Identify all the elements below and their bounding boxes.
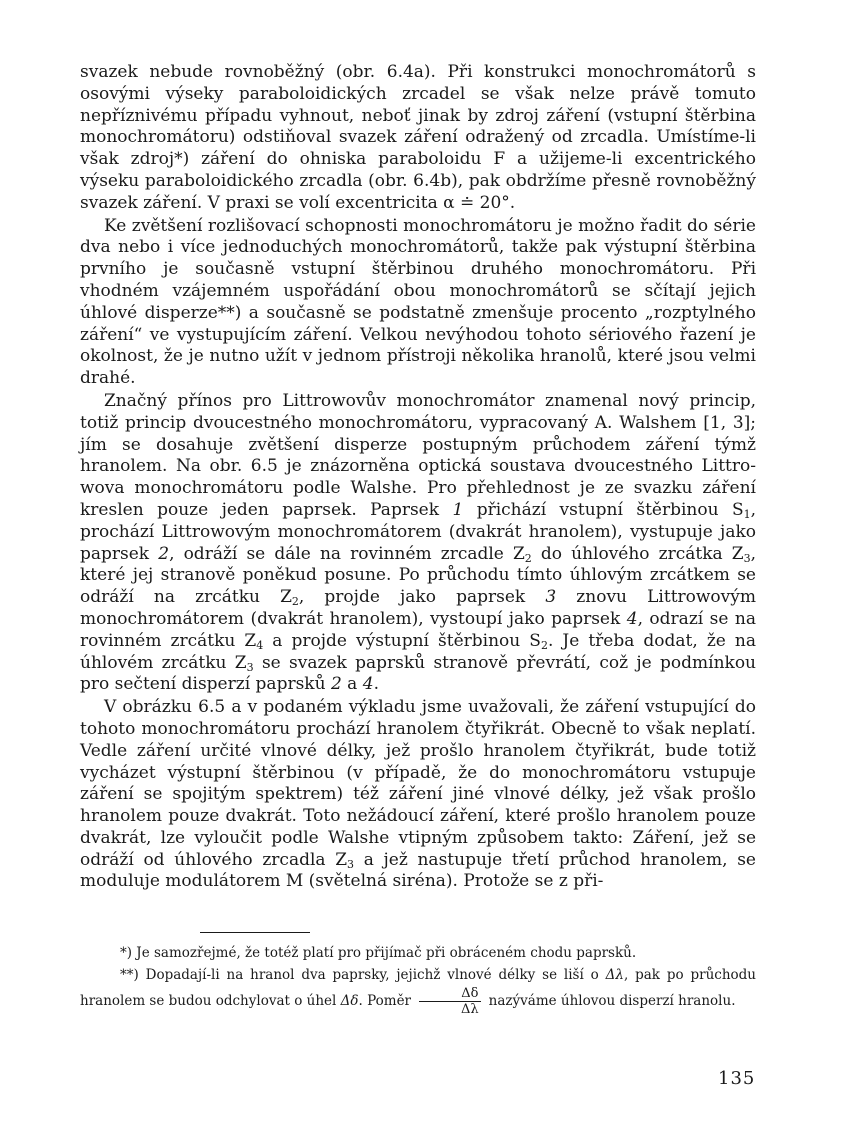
paragraph-1: svazek nebude rovnoběžný (obr. 6.4a). Při konstrukci monochromátorů s osovými výseky paraboloidických zrcadel se však nelze právě tomuto nepříznivému případu vyhnout, neboť jinak by zdroj záření (vstupní štěrbina monochromátoru) odstiňoval svazek záření odražený od zrcadla. Umístíme-li však zdroj*) záření do ohniska paraboloidu F a užijeme-li excentrického výseku paraboloidického zrcadla (obr. 6.4b), pak obdržíme přesně rovnoběžný svazek záření. V praxi se volí excentricita α ≐ 20°. [80, 62, 756, 213]
footnote-1: *) Je samozřejmé, že totéž platí pro přijímač při obráceném chodu paprsků. [120, 945, 637, 961]
footnote-divider [200, 932, 310, 933]
footnotes [80, 942, 756, 1017]
footnote-2: **) Dopadají-li na hranol dva paprsky, jejichž vlnové délky se liší o Δλ, pak po průchodu hranolem se budou odchylovat o úhel Δδ. Poměr $\frac{\Delta\delta}{\Delta\lambda}$ nazýváme úhlovou disperzí hranolu. [80, 967, 756, 1017]
page-number: 135 [718, 1068, 756, 1089]
paragraph-3: Značný přínos pro Littrowovův monochromátor znamenal nový princip, totiž princip dvoucestného monochromátoru, vypracovaný A. Walshem [1, 3]; jím se dosahuje zvětšení disperze postupným průchodem záření týmž hranolem. Na obr. 6.5 je znázorněna optická soustava dvoucestného Littrowova monochromátoru podle Walshe. Pro přehlednost je ze svazku záření kreslen pouze jeden paprsek. Paprsek 1 přichází vstupní štěrbinou $S_1$, prochází Littrowovým monochromátorem (dvakrát hranolem), vystupuje jako paprsek 2, odráží se dále na rovinném zrcadle $Z_2$ do úhlového zrcátka $Z_3$, které jej stranově poněkud posune. Po průchodu tímto úhlovým zrcátkem se odráží na zrcátku $Z_2$, projde jako paprsek 3 znovu Littrowovým monochromátorem (dvakrát hranolem), vystoupí jako paprsek 4, odrazí se na rovinném zrcátku $Z_4$ a projde výstupní štěrbinou $S_2$. Je třeba dodat, že na úhlovém zrcátku $Z_3$ se svazek paprsků stranově převrátí, což je podmínkou pro sečtení disperzí paprsků 2 a 4. [80, 390, 757, 695]
page-body [80, 62, 756, 893]
paragraph-4: V obrázku 6.5 a v podaném výkladu jsme uvažovali, že záření vstupující do tohoto monochromátoru prochází hranolem čtyřikrát. Obecně to však neplatí. Vedle záření určité vlnové délky, jež prošlo hranolem čtyřikrát, bude totiž vycházet výstupní štěrbinou (v případě, že do monochromátoru vstupuje záření se spojitým spektrem) též záření jiné vlnové délky, jež však prošlo hranolem pouze dvakrát. Toto nežádoucí záření, které prošlo hranolem pouze dvakrát, lze vyloučit podle Walshe vtipným způsobem takto: Záření, jež se odráží od úhlového zrcadla $Z_3$ a jež nastupuje třetí průchod hranolem, se moduluje modulátorem M (světelná siréna). Protože se z při- [80, 697, 756, 892]
paragraph-2: Ke zvětšení rozlišovací schopnosti monochromátoru je možno řadit do série dva nebo i více jednoduchých monochromátorů, takže pak výstupní štěrbina prvního je současně vstupní štěrbinou druhého monochromátoru. Při vhodném vzájemném uspořádání obou monochromátorů se sčítají jejich úhlové disperze**) a současně se podstatně zmenšuje procento „rozptylného záření“ ve vystupujícím záření. Velkou nevýhodou tohoto sériového řazení je okolnost, že je nutno užít v jednom přístroji několika hranolů, které jsou velmi drahé. [80, 215, 756, 389]
dispersion-fraction: $\frac{\Delta\delta}{\Delta\lambda}$ [419, 986, 481, 1017]
